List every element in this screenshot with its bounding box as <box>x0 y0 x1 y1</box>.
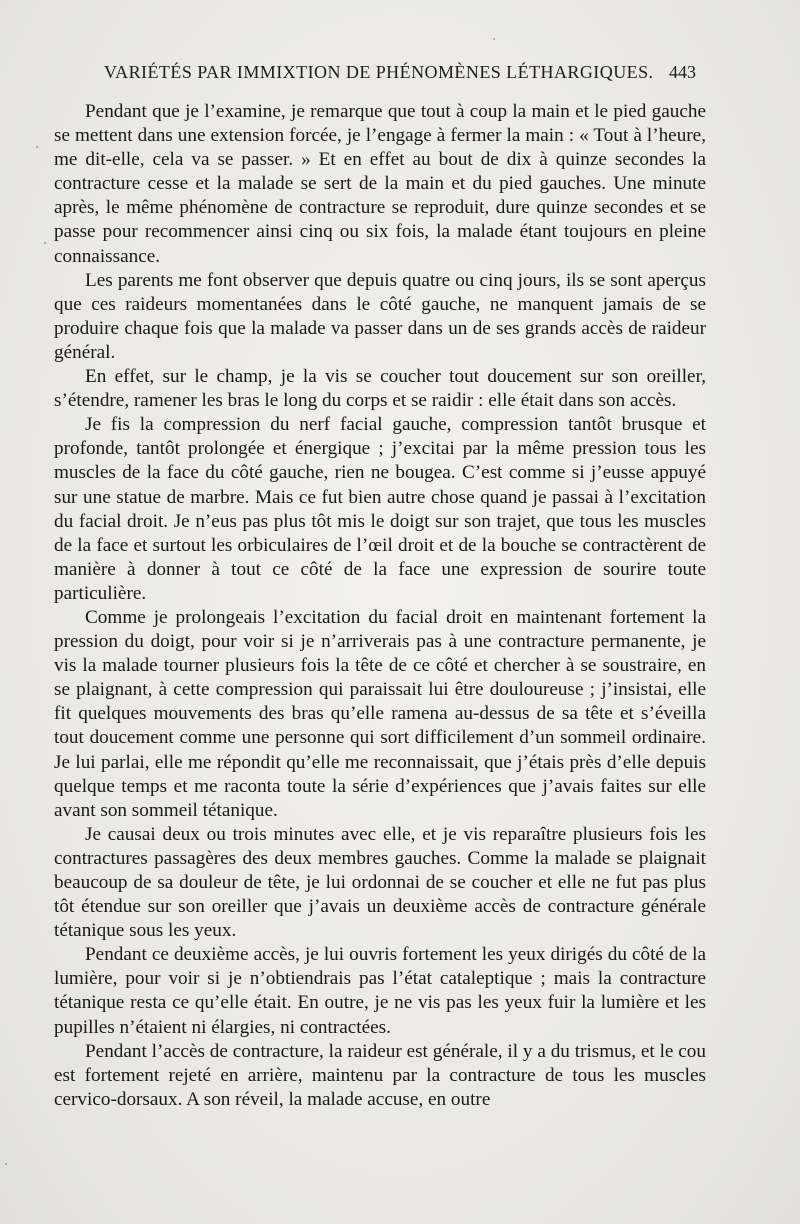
body-text <box>54 100 706 1112</box>
paragraph: Les parents me font observer que depuis quatre ou cinq jours, ils se sont aperçus que ces raideurs momentanées dans le côté gauche, ne manquent jamais de se produire chaque fois que la malade va passer dans un de ses grands accès de raideur général. <box>54 269 706 363</box>
paragraph: Pendant ce deuxième accès, je lui ouvris fortement les yeux dirigés du côté de la lumière, pour voir si je n’obtiendrais pas l’état cataleptique ; mais la contracture tétanique resta ce qu’elle était. En outre, je ne vis pas les yeux fuir la lumière et les pupilles n’étaient ni élargies, ni contractées. <box>54 944 706 1038</box>
running-title: VARIÉTÉS PAR IMMIXTION DE PHÉNOMÈNES LÉTHARGIQUES. <box>104 62 654 82</box>
paragraph: Pendant l’accès de contracture, la raideur est générale, il y a du trismus, et le cou est fortement rejeté en arrière, maintenu par la contracture de tous les muscles cervico-dorsaux. A son réveil, la malade accuse, en outre <box>54 1040 706 1110</box>
paragraph: Pendant que je l’examine, je remarque que tout à coup la main et le pied gauche se mettent dans une extension forcée, je l’engage à fermer la main : « Tout à l’heure, me dit-elle, cela va se passer. » Et en effet au bout de dix à quinze secondes la contracture cesse et la malade se sert de la main et du pied gauches. Une minute après, le même phénomène de contracture se reproduit, dure quinze secondes et se passe pour recommencer ainsi cinq ou six fois, la malade étant toujours en pleine connaissance. <box>54 101 706 267</box>
print-speck <box>36 146 38 148</box>
page-number: 443 <box>669 62 696 82</box>
print-speck <box>44 242 46 244</box>
paragraph: Je fis la compression du nerf facial gauche, compression tantôt brusque et profonde, tantôt prolongée et énergique ; j’excitai par la même pression tous les muscles de la face du côté gauche, rien ne bougea. C’est comme si j’eusse appuyé sur une statue de marbre. Mais ce fut bien autre chose quand je passai à l’excitation du facial droit. Je n’eus pas plus tôt mis le doigt sur son trajet, que tous les muscles de la face et surtout les orbiculaires de l’œil droit et de la bouche se contractèrent de manière à donner à tout ce côté de la face une expression de sourire toute particulière. <box>54 414 706 604</box>
print-speck <box>5 1163 7 1165</box>
page-header <box>56 62 696 86</box>
paragraph: Comme je prolongeais l’excitation du facial droit en maintenant fortement la pression du doigt, pour voir si je n’arriverais pas à une contracture permanente, je vis la malade tourner plusieurs fois la tête de ce côté et chercher à se soustraire, en se plaignant, à cette compression qui paraissait lui être douloureuse ; j’insistai, elle fit quelques mouvements des bras qu’elle ramena au-dessus de sa tête et s’éveilla tout doucement comme une personne qui sort difficilement d’un sommeil ordinaire. Je lui parlai, elle me répondit qu’elle me reconnaissait, que j’étais près d’elle depuis quelque temps et me raconta toute la série d’expériences que j’avais faites sur elle avant son sommeil tétanique. <box>54 606 706 821</box>
print-speck <box>493 38 495 40</box>
paragraph: Je causai deux ou trois minutes avec elle, et je vis reparaître plusieurs fois les contractures passagères des deux membres gauches. Comme la malade se plaignait beaucoup de sa douleur de tête, je lui ordonnai de se coucher et elle ne fut pas plus tôt étendue sur son oreiller que j’avais un deuxième accès de contracture générale tétanique sous les yeux. <box>54 823 706 942</box>
paragraph: En effet, sur le champ, je la vis se coucher tout doucement sur son oreiller, s’étendre, ramener les bras le long du corps et se raidir : elle était dans son accès. <box>54 366 706 412</box>
